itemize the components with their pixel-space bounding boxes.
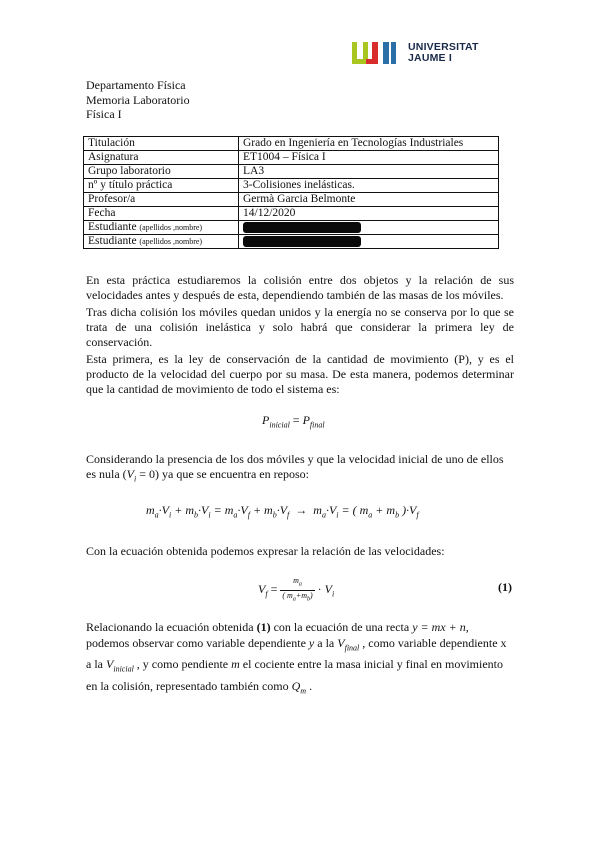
info-key: nº y título práctica: [84, 179, 239, 193]
student-label: Estudiante: [88, 221, 137, 233]
equation-number: (1): [498, 580, 512, 594]
info-row: [84, 151, 499, 165]
info-row: [84, 165, 499, 179]
report-type: Memoria Laboratorio: [86, 92, 190, 107]
info-key: Asignatura: [84, 151, 239, 165]
paragraph-two-bodies: Considerando la presencia de los dos móviles y que la velocidad inicial de uno de ellos es nula $(V_i = 0)$ ya que se encuentra en reposo:: [86, 452, 504, 484]
document-header: [86, 78, 190, 122]
info-value: ET1004 – Física I: [239, 151, 499, 165]
university-logo: [352, 42, 482, 64]
mass-fraction: $\frac{m_a}{( m_a+m_b)}$: [282, 576, 313, 603]
info-row: [84, 179, 499, 193]
paragraph-intro: En esta práctica estudiaremos la colisión entre dos objetos y la relación de sus velocidades antes y después de esta, dependiendo también de las masas de los móviles.: [86, 273, 514, 302]
student-name-redacted: [239, 235, 499, 249]
info-table: [83, 136, 499, 249]
info-key: Titulación: [84, 137, 239, 151]
course: Física I: [86, 107, 122, 121]
info-value: Grado en Ingeniería en Tecnologías Industriales: [239, 137, 499, 151]
paragraph-linear-fit: Relacionando la ecuación obtenida (1) con la ecuación de una recta y = mx + n, podemos observar como variable dependiente y a la $V_{final}$ , como variable dependiente x a la $V_{inicial}$ , y como pendiente m el cociente entre la masa inicial y final en movimiento en la colisión, representado también como $Q_m$ .: [86, 620, 507, 696]
equation-velocity-ratio: $V_f$ = $\frac{m_a}{( m_a+m_b)}$ · $V_i$: [258, 576, 335, 603]
student-note: (apellidos ,nombre): [139, 237, 203, 246]
info-value: 3-Colisiones inelásticas.: [239, 179, 499, 193]
info-row: [84, 193, 499, 207]
redaction-bar: [243, 222, 361, 233]
paragraph-collision: Tras dicha colisión los móviles quedan unidos y la energía no se conserva por lo que se trata de una colisión inelástica y solo habrá que considerar la primera ley de conservación.: [86, 305, 514, 349]
info-key: Grupo laboratorio: [84, 165, 239, 179]
info-value: 14/12/2020: [239, 207, 499, 221]
paragraph-relation: Con la ecuación obtenida podemos expresar la relación de las velocidades:: [86, 544, 445, 558]
student-row: [84, 235, 499, 249]
student-row: [84, 221, 499, 235]
student-note: (apellidos ,nombre): [139, 223, 203, 232]
info-row: [84, 137, 499, 151]
university-name: UNIVERSITAT JAUME I: [408, 41, 479, 64]
info-value: Germà Garcia Belmonte: [239, 193, 499, 207]
student-name-redacted: [239, 221, 499, 235]
student-key: [84, 235, 239, 249]
equation-inelastic: $m_a\cdot V_i + m_b\cdot V_i = m_a\cdot V_f + m_b\cdot V_f \to m_a\cdot V_i$ = ( $m_a + m_b$ )$\cdot V_f$: [146, 503, 419, 520]
student-key: [84, 221, 239, 235]
info-value: LA3: [239, 165, 499, 179]
info-key: Profesor/a: [84, 193, 239, 207]
uji-logo-icon: [352, 42, 406, 64]
info-row: [84, 207, 499, 221]
paragraph-conservation: Esta primera, es la ley de conservación de la cantidad de movimiento (P), y es el producto de la velocidad del cuerpo por su masa. De esta manera, podemos determinar que la cantidad de movimiento de todo el sistema es:: [86, 352, 514, 396]
department: Departamento Física: [86, 78, 186, 92]
redaction-bar: [243, 236, 361, 247]
equation-momentum: $P_{inicial} = P_{final}$: [262, 413, 325, 430]
info-key: Fecha: [84, 207, 239, 221]
student-label: Estudiante: [88, 235, 137, 247]
